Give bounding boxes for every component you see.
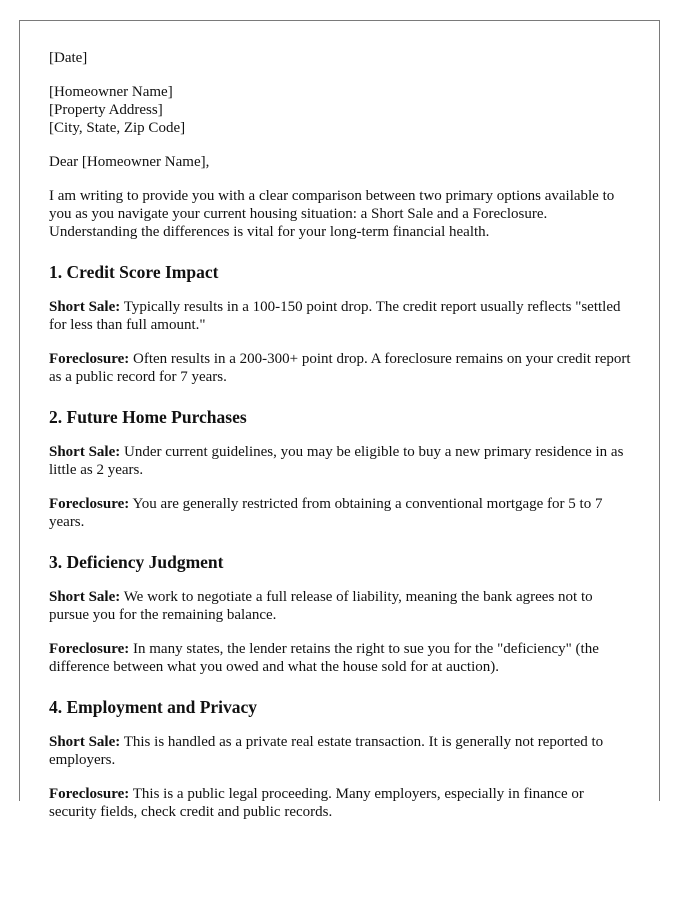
foreclosure-paragraph [49, 640, 634, 676]
letter-page [19, 20, 660, 820]
short-sale-label: Short Sale: [49, 734, 121, 750]
short-sale-paragraph [49, 298, 634, 334]
section-heading-employment-privacy: 4. Employment and Privacy [49, 697, 258, 717]
recipient-address [49, 83, 634, 137]
foreclosure-paragraph [49, 495, 634, 531]
short-sale-text: Under current guidelines, you may be eligible to buy a new primary residence in as little as 2 years. [49, 444, 624, 478]
foreclosure-paragraph [49, 350, 634, 386]
intro-paragraph: I am writing to provide you with a clear comparison between two primary options available to you as you navigate your current housing situation: a Short Sale and a Foreclosure. Understanding the differences is vital for your long-term financial health. [49, 188, 615, 240]
foreclosure-text: In many states, the lender retains the right to sue you for the "deficiency" (the difference between what you owed and what the house sold for at auction). [49, 641, 599, 675]
foreclosure-label: Foreclosure: [49, 786, 130, 802]
letter-date: [Date] [49, 50, 88, 66]
section-heading-future-purchases: 2. Future Home Purchases [49, 407, 247, 427]
short-sale-text: We work to negotiate a full release of liability, meaning the bank agrees not to pursue you for the remaining balance. [49, 589, 593, 623]
short-sale-paragraph [49, 733, 634, 769]
foreclosure-label: Foreclosure: [49, 641, 130, 657]
foreclosure-label: Foreclosure: [49, 496, 130, 512]
foreclosure-label: Foreclosure: [49, 351, 130, 367]
foreclosure-paragraph [49, 785, 634, 821]
letter-body [49, 49, 634, 837]
short-sale-label: Short Sale: [49, 299, 121, 315]
address-line-street: [Property Address] [49, 102, 163, 118]
foreclosure-text: This is a public legal proceeding. Many employers, especially in finance or security fields, check credit and public records. [49, 786, 584, 820]
short-sale-label: Short Sale: [49, 444, 121, 460]
address-line-city: [City, State, Zip Code] [49, 120, 186, 136]
section-heading-deficiency: 3. Deficiency Judgment [49, 552, 224, 572]
section-heading-credit-score: 1. Credit Score Impact [49, 262, 219, 282]
short-sale-text: Typically results in a 100-150 point drop. The credit report usually reflects "settled for less than full amount." [49, 299, 621, 333]
short-sale-text: This is handled as a private real estate transaction. It is generally not reported to employers. [49, 734, 604, 768]
short-sale-paragraph [49, 588, 634, 624]
short-sale-paragraph [49, 443, 634, 479]
foreclosure-text: You are generally restricted from obtaining a conventional mortgage for 5 to 7 years. [49, 496, 603, 530]
address-line-name: [Homeowner Name] [49, 84, 173, 100]
short-sale-label: Short Sale: [49, 589, 121, 605]
salutation: Dear [Homeowner Name], [49, 154, 210, 170]
foreclosure-text: Often results in a 200-300+ point drop. A foreclosure remains on your credit report as a public record for 7 years. [49, 351, 631, 385]
